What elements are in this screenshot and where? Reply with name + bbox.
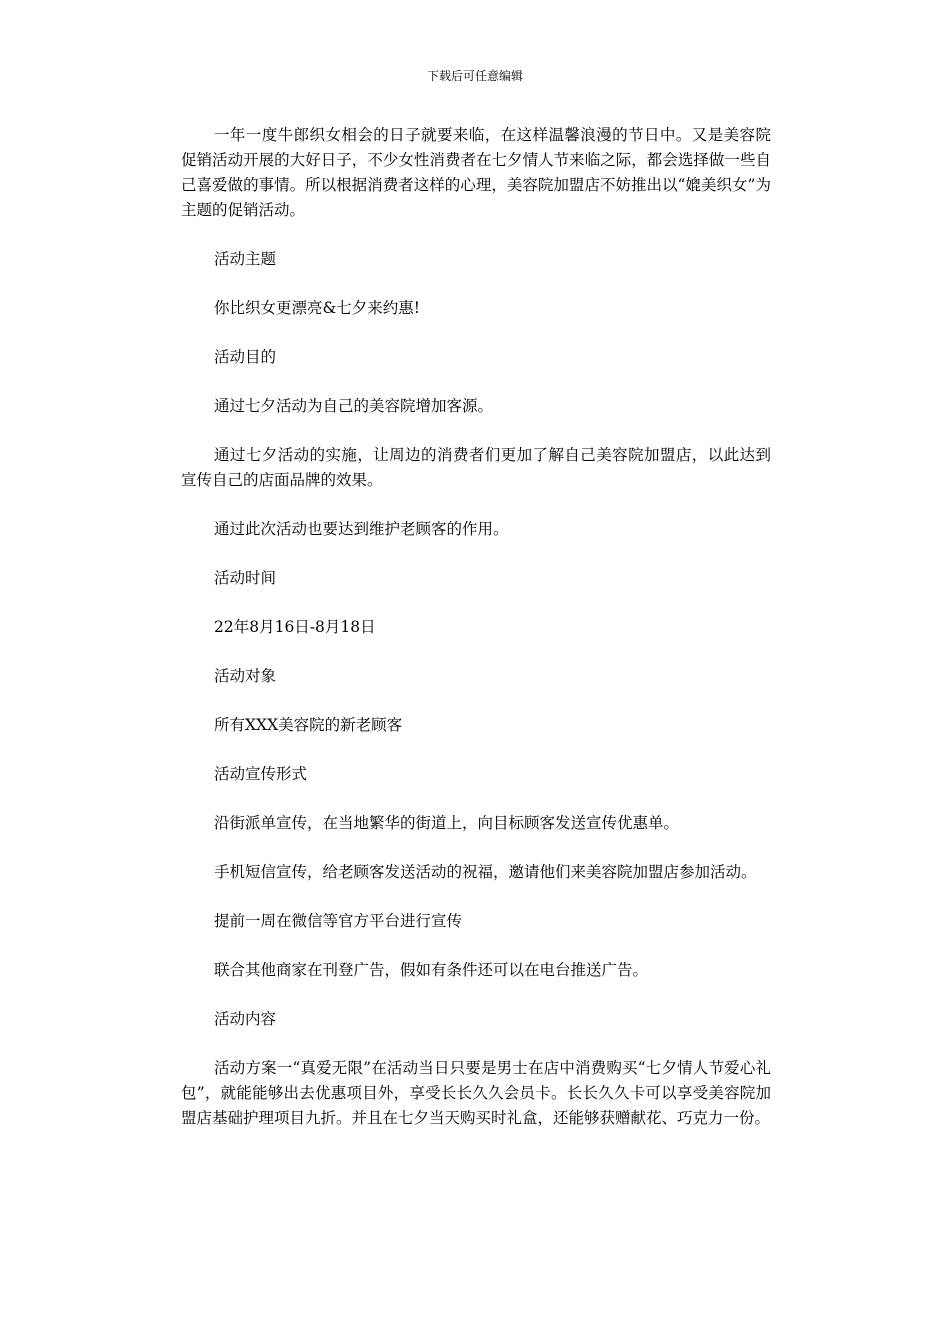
audience-text: 所有XXX美容院的新老顾客 [214, 716, 403, 734]
purpose-item-2: 通过七夕活动的实施，让周边的消费者们更加了解自己美容院加盟店，以此达到宣传自己的店面品牌的效果。 [181, 446, 771, 489]
theme-text: 你比织女更漂亮&七夕来约惠! [214, 299, 421, 317]
document-body [181, 123, 771, 1155]
promotion-item-2: 手机短信宣传，给老顾客发送活动的祝福，邀请他们来美容院加盟店参加活动。 [214, 863, 757, 881]
heading-audience: 活动对象 [214, 667, 277, 685]
heading-theme: 活动主题 [214, 250, 277, 268]
page-header: 下载后可任意编辑 [426, 69, 523, 83]
content-plan-1: 活动方案一“真爱无限”在活动当日只要是男士在店中消费购买“七夕情人节爱心礼包”，就能能够出去优惠项目外，享受长长久久会员卡。长长久久卡可以享受美容院加盟店基础护理项目九折。并且在七夕当天购买时礼盒，还能够获赠献花、巧克力一份。 [181, 1059, 771, 1127]
heading-purpose: 活动目的 [214, 348, 277, 366]
promotion-item-1: 沿街派单宣传，在当地繁华的街道上，向目标顾客发送宣传优惠单。 [214, 814, 680, 832]
time-text: 22年8月16日-8月18日 [214, 618, 376, 636]
heading-time: 活动时间 [214, 569, 277, 587]
intro-paragraph: 一年一度牛郎织女相会的日子就要来临，在这样温馨浪漫的节日中。又是美容院促销活动开展的大好日子，不少女性消费者在七夕情人节来临之际，都会选择做一些自己喜爱做的事情。所以根据消费者这样的心理，美容院加盟店不妨推出以“媲美织女”为主题的促销活动。 [181, 126, 771, 219]
promotion-item-4: 联合其他商家在刊登广告，假如有条件还可以在电台推送广告。 [214, 961, 649, 979]
purpose-item-1: 通过七夕活动为自己的美容院增加客源。 [214, 397, 494, 415]
purpose-item-3: 通过此次活动也要达到维护老顾客的作用。 [214, 520, 509, 538]
heading-content: 活动内容 [214, 1010, 277, 1028]
promotion-item-3: 提前一周在微信等官方平台进行宣传 [214, 912, 463, 930]
heading-promotion: 活动宣传形式 [214, 765, 308, 783]
